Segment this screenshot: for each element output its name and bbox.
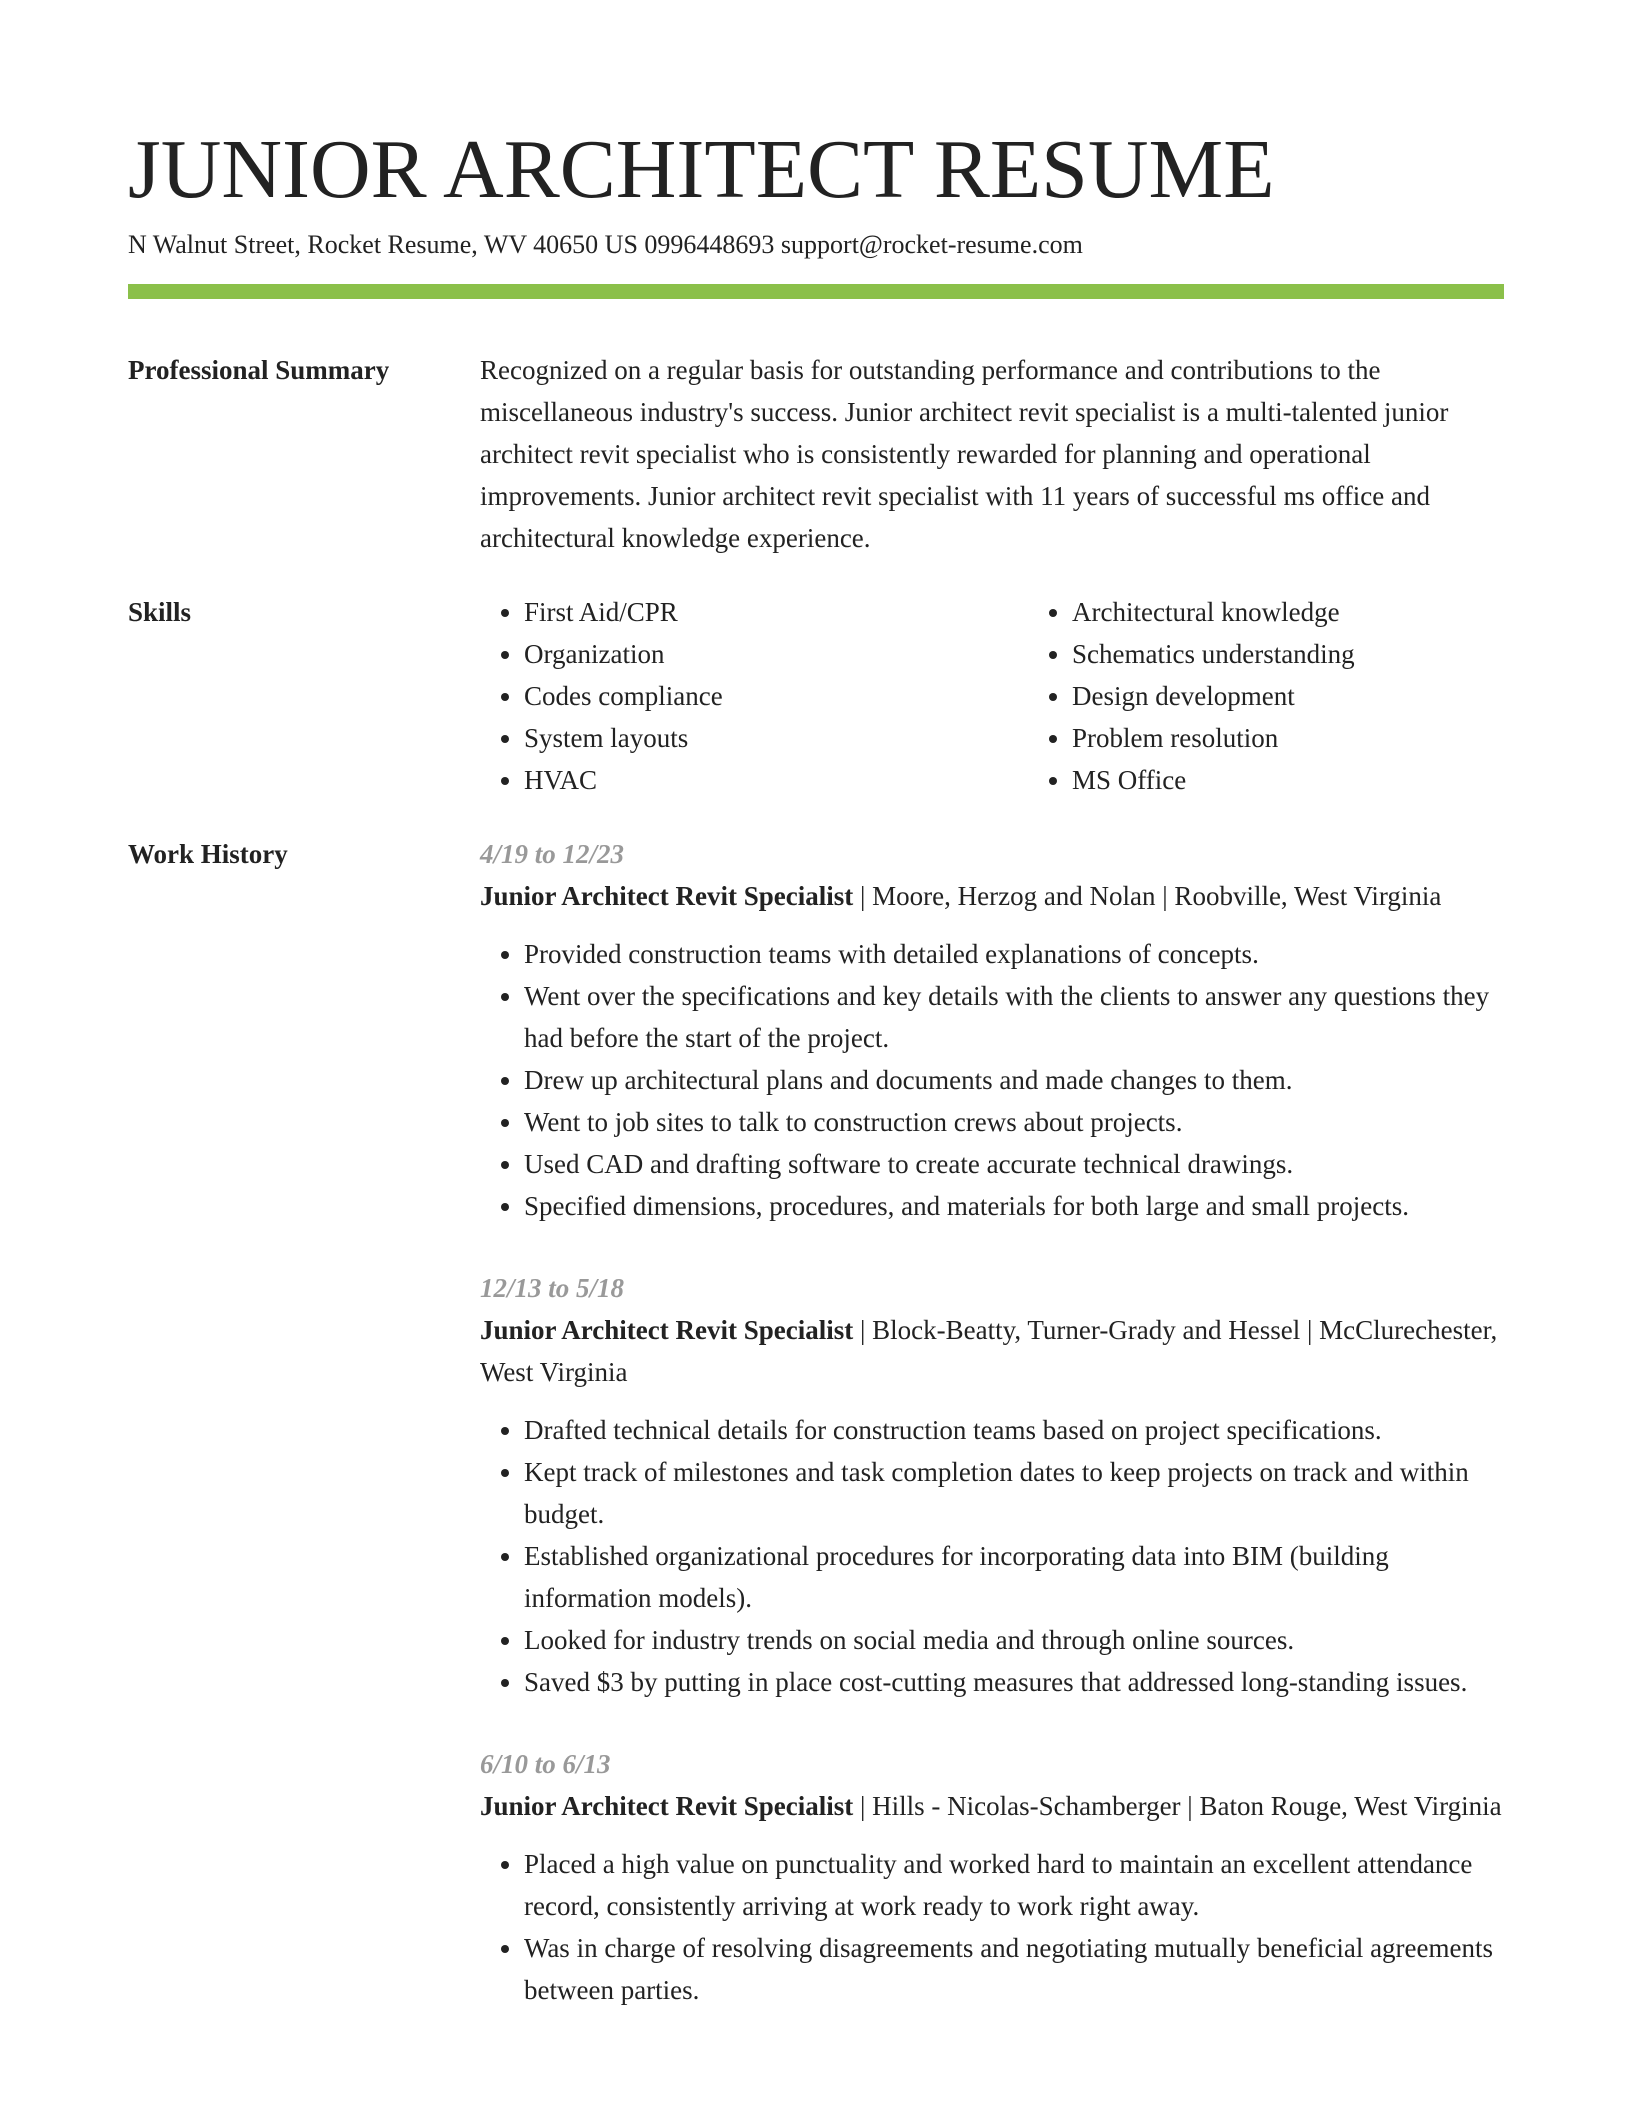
section-label-skills: Skills — [128, 597, 192, 627]
job-title: Junior Architect Revit Specialist — [480, 1791, 854, 1821]
job-entry — [480, 1267, 1504, 1703]
skill-item: • MS Office — [1072, 759, 1576, 801]
skill-item: • Architectural knowledge — [1072, 591, 1576, 633]
job-bullet: • Placed a high value on punctuality and worked hard to maintain an excellent attendance record, consistently arriving at work ready to work right away. — [524, 1843, 1504, 1927]
skill-item: • Design development — [1072, 675, 1576, 717]
summary-text: Recognized on a regular basis for outstanding performance and contributions to the miscellaneous industry's success. Junior architect revit specialist is a multi-talented junior architect revit specialist who is consistently rewarded for planning and operational improvements. Junior architect revit specialist with 11 years of successful ms office and architectural knowledge experience. — [480, 355, 1449, 553]
job-bullet: • Provided construction teams with detailed explanations of concepts. — [524, 933, 1504, 975]
job-bullet: • Drew up architectural plans and documents and made changes to them. — [524, 1059, 1504, 1101]
job-heading — [480, 1309, 1504, 1393]
job-bullet: • Went to job sites to talk to construction crews about projects. — [524, 1101, 1504, 1143]
job-bullet: • Specified dimensions, procedures, and materials for both large and small projects. — [524, 1185, 1504, 1227]
resume-title: JUNIOR ARCHITECT RESUME — [128, 123, 1275, 216]
skill-item: • System layouts — [524, 717, 1028, 759]
job-details: | Hills - Nicolas-Schamberger | Baton Rouge, West Virginia — [853, 1791, 1502, 1821]
job-details: | Block-Beatty, Turner-Grady and Hessel | McClurechester, West Virginia — [480, 1315, 1498, 1387]
skills-list-left — [480, 591, 1028, 801]
job-dates: 12/13 to 5/18 — [480, 1273, 625, 1303]
job-bullets — [480, 1843, 1504, 2011]
work-history-section — [128, 833, 1504, 2051]
skill-item: • First Aid/CPR — [524, 591, 1028, 633]
skills-grid — [480, 591, 1576, 801]
skill-item: • Codes compliance — [524, 675, 1028, 717]
job-bullet: • Saved $3 by putting in place cost-cutting measures that addressed long-standing issues. — [524, 1661, 1504, 1703]
section-label-work-history: Work History — [128, 839, 288, 869]
contact-line: N Walnut Street, Rocket Resume, WV 40650 US 0996448693 support@rocket-resume.com — [128, 230, 1083, 259]
skill-item: • Organization — [524, 633, 1028, 675]
job-dates: 6/10 to 6/13 — [480, 1749, 611, 1779]
skills-section — [128, 591, 1504, 801]
resume-page — [128, 120, 1504, 2051]
job-heading — [480, 875, 1504, 917]
job-dates: 4/19 to 12/23 — [480, 839, 625, 869]
job-title: Junior Architect Revit Specialist — [480, 881, 854, 911]
job-bullet: • Was in charge of resolving disagreements and negotiating mutually beneficial agreements between parties. — [524, 1927, 1504, 2011]
job-bullet: • Drafted technical details for construction teams based on project specifications. — [524, 1409, 1504, 1451]
job-bullets — [480, 933, 1504, 1227]
job-bullet: • Looked for industry trends on social media and through online sources. — [524, 1619, 1504, 1661]
job-heading — [480, 1785, 1504, 1827]
skill-item: • Schematics understanding — [1072, 633, 1576, 675]
job-entry — [480, 1743, 1504, 2011]
skill-item: • HVAC — [524, 759, 1028, 801]
job-bullet: • Used CAD and drafting software to create accurate technical drawings. — [524, 1143, 1504, 1185]
job-bullet: • Went over the specifications and key details with the clients to answer any questions they had before the start of the project. — [524, 975, 1504, 1059]
skill-item: • Problem resolution — [1072, 717, 1576, 759]
job-bullet: • Established organizational procedures for incorporating data into BIM (building information models). — [524, 1535, 1504, 1619]
section-label-summary: Professional Summary — [128, 355, 390, 385]
job-bullets — [480, 1409, 1504, 1703]
job-details: | Moore, Herzog and Nolan | Roobville, West Virginia — [853, 881, 1442, 911]
header-divider — [128, 284, 1504, 299]
skills-list-right — [1028, 591, 1576, 801]
job-bullet: • Kept track of milestones and task completion dates to keep projects on track and within budget. — [524, 1451, 1504, 1535]
job-entry — [480, 833, 1504, 1227]
summary-section — [128, 349, 1504, 559]
job-title: Junior Architect Revit Specialist — [480, 1315, 854, 1345]
